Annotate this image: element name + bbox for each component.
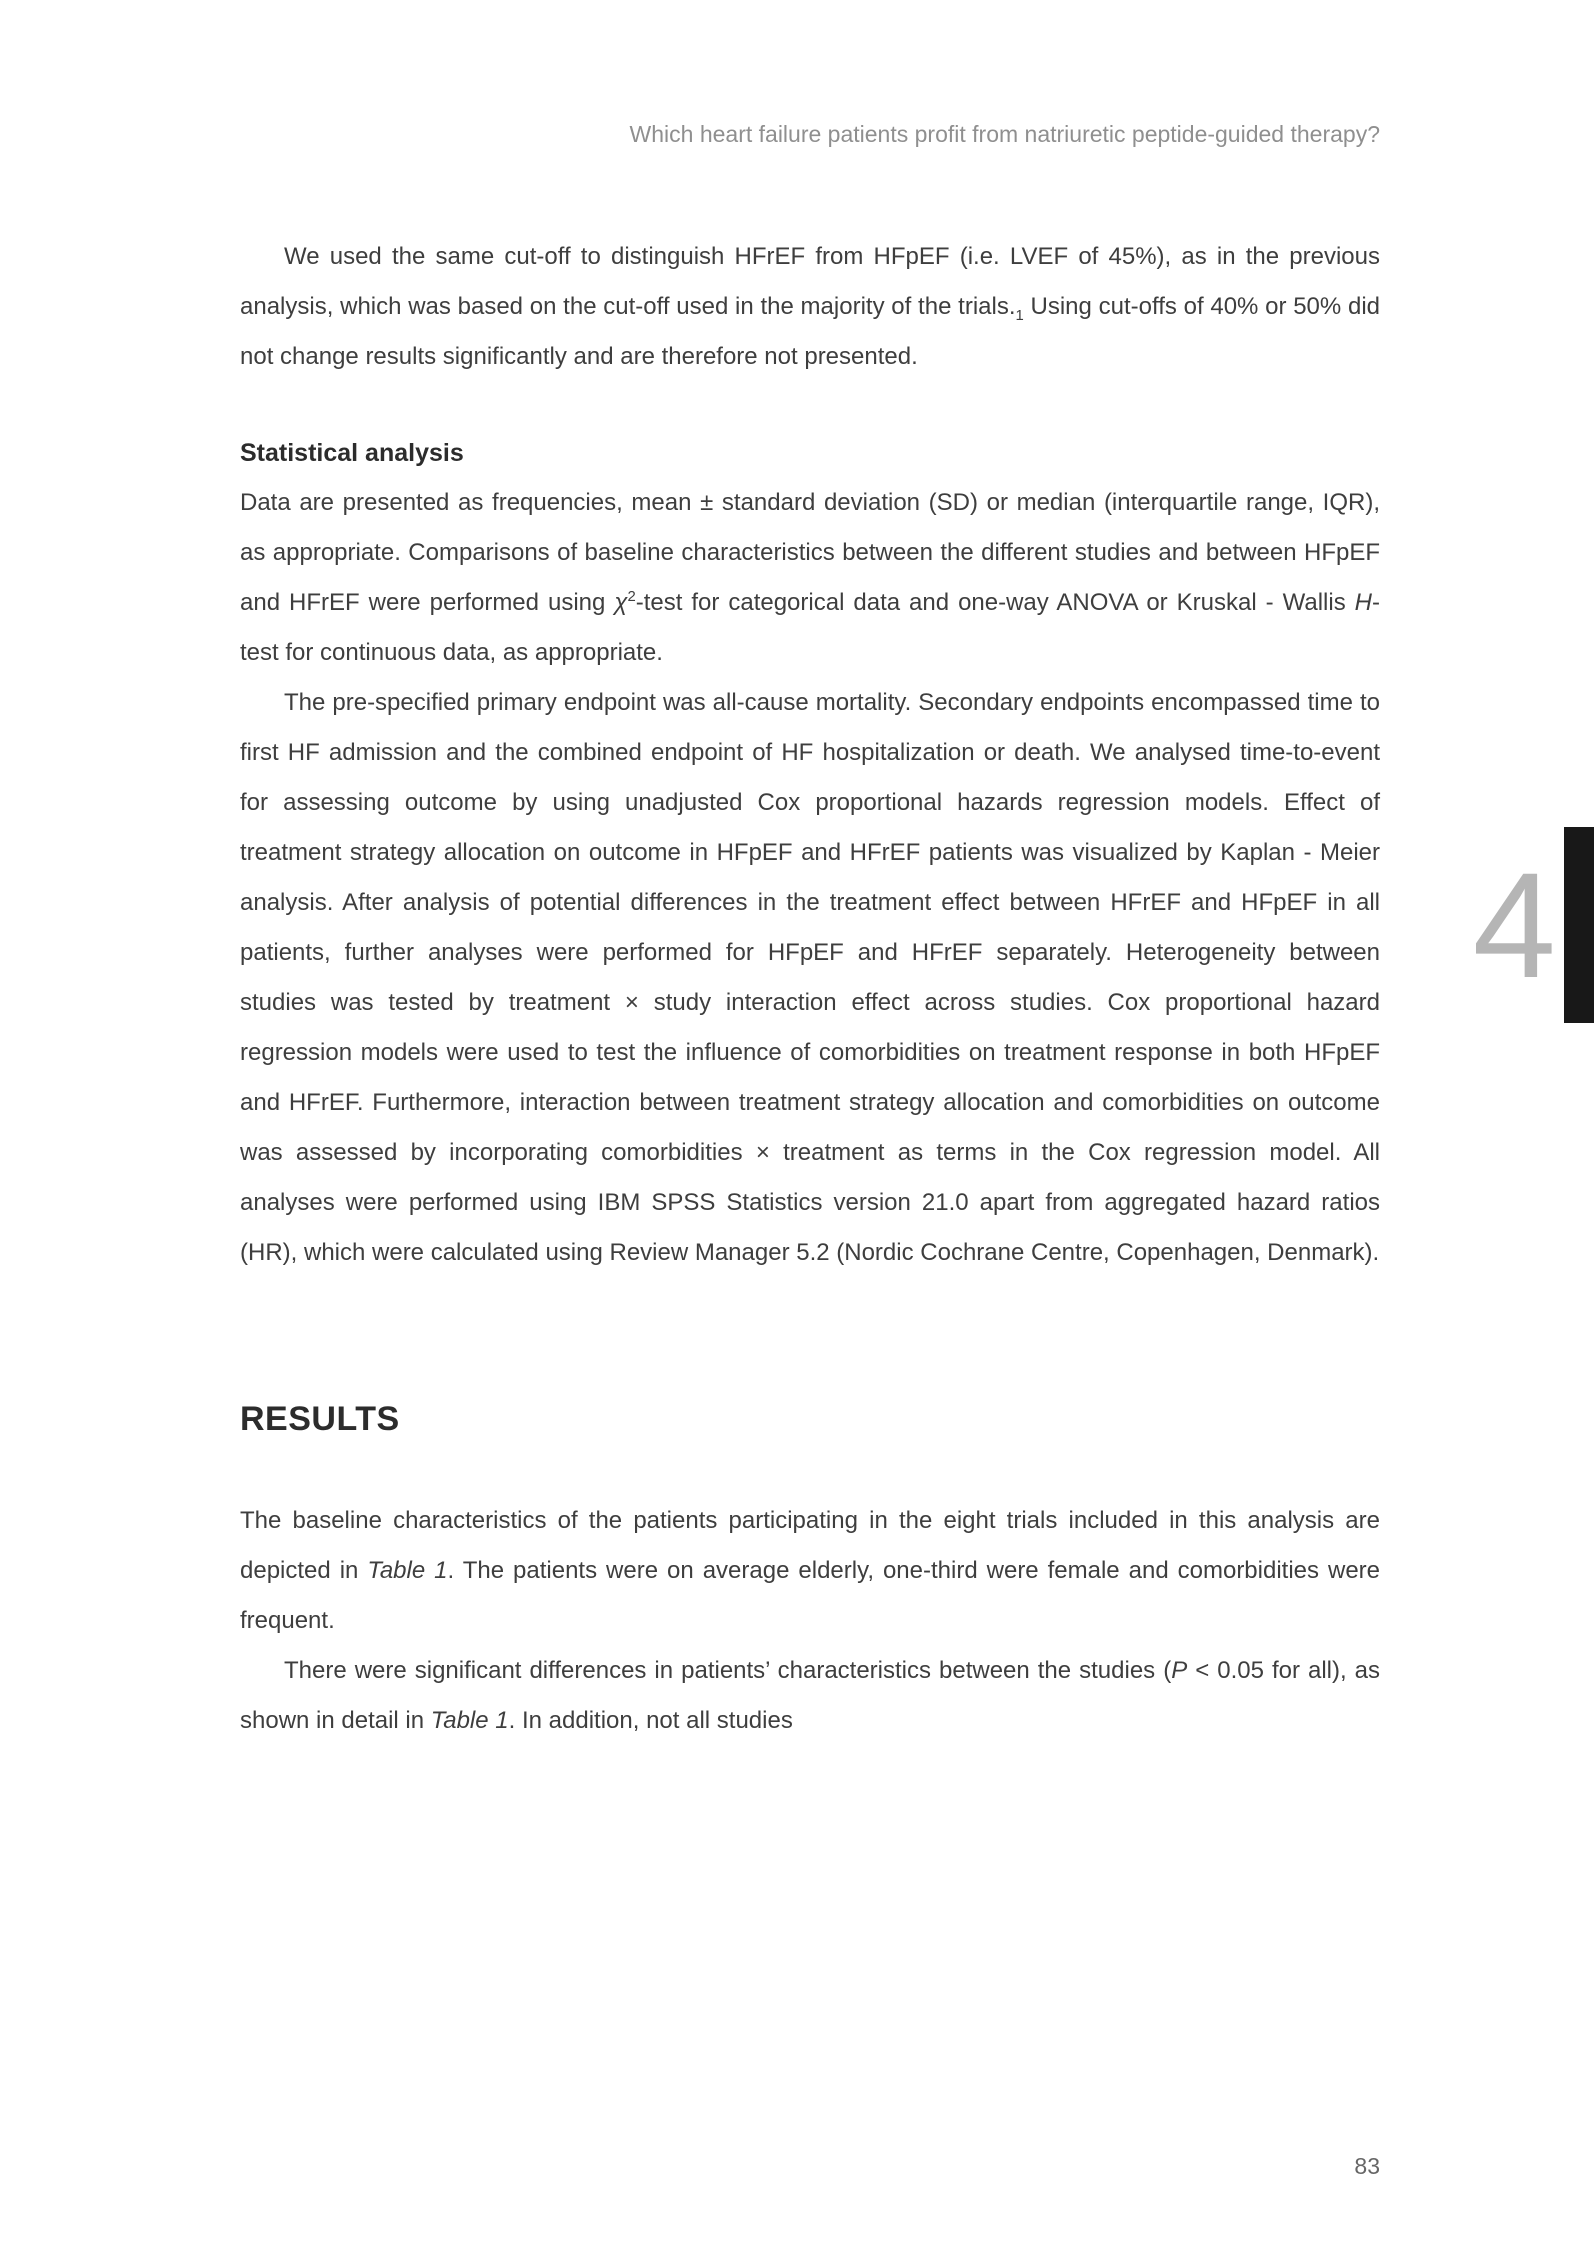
page-number: 83 [1354,2153,1380,2179]
paragraph-study-differences: There were significant differences in patients’ characteristics between the studies (P < 0.05 for all), as shown in detail in Table 1. In addition, not all studies [240,1657,1381,1734]
running-header: Which heart failure patients profit from natriuretic peptide-guided therapy? [629,121,1380,147]
paragraph-baseline-characteristics: The baseline characteristics of the patients participating in the eight trials included in this analysis are depicted in Table 1. The patients were on average elderly, one-third were female and comorbidities were frequent. [240,1507,1380,1634]
chapter-number: 4 [1472,841,1556,1009]
paragraph-cutoff: We used the same cut-off to distinguish HFrEF from HFpEF (i.e. LVEF of 45%), as in the previous analysis, which was based on the cut-off used in the majority of the $trials._1$ Using cut-offs of 40% or 50% did not change results significantly and are therefore not presented. [240,243,1380,370]
chapter-tab-bar [1564,827,1594,1023]
text-column [240,0,1380,2250]
chapter-marker [1473,827,1594,1023]
paragraph-statistical-methods: Data are presented as frequencies, mean ± standard deviation (SD) or median (interquartile range, IQR), as appropriate. Comparisons of baseline characteristics between the different studies and between HFpEF and HFrEF were performed using $\chi^2$-test for categorical data and one-way ANOVA or Kruskal - Wallis H-test for continuous data, as appropriate. [240,489,1381,666]
section-heading-results: RESULTS [240,1400,400,1438]
paragraph-endpoints-analysis: The pre-specified primary endpoint was all-cause mortality. Secondary endpoints encompassed time to first HF admission and the combined endpoint of HF hospitalization or death. We analysed time-to-event for assessing outcome by using unadjusted Cox proportional hazards regression models. Effect of treatment strategy allocation on outcome in HFpEF and HFrEF patients was visualized by Kaplan - Meier analysis. After analysis of potential differences in the treatment effect between HFrEF and HFpEF in all patients, further analyses were performed for HFpEF and HFrEF separately. Heterogeneity between studies was tested by treatment × study interaction effect across studies. Cox proportional hazard regression models were used to test the influence of comorbidities on treatment response in both HFpEF and HFrEF. Furthermore, interaction between treatment strategy allocation and comorbidities on outcome was assessed by incorporating comorbidities × treatment as terms in the Cox regression model. All analyses were performed using IBM SPSS Statistics version 21.0 apart from aggregated hazard ratios (HR), which were calculated using Review Manager 5.2 (Nordic Cochrane Centre, Copenhagen, Denmark). [240,689,1380,1266]
section-heading-statistical-analysis: Statistical analysis [240,439,464,467]
